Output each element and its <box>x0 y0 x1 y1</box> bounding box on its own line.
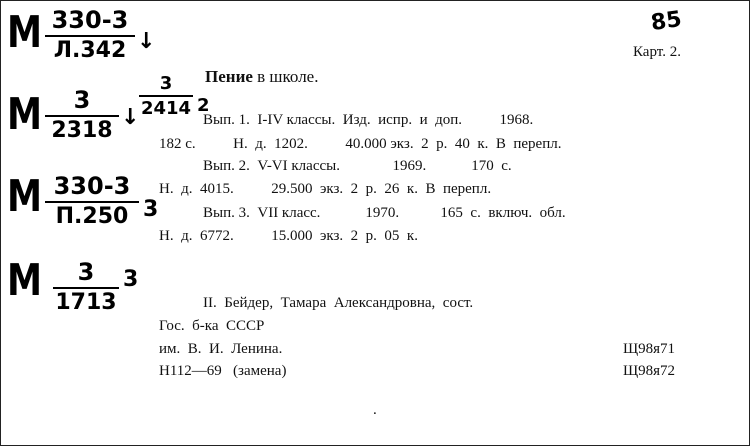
fraction-bar <box>45 35 135 37</box>
shelfmark-2-numerator: 3 <box>73 86 91 114</box>
shelfmark-2-denominator: 2318 <box>51 118 113 143</box>
shelfmark-4-numerator: 3 <box>77 258 95 286</box>
body-line-4: Н. д. 4015. 29.500 экз. 2 р. 26 к. В перепл. <box>159 181 492 197</box>
order-line: Н112—69 (замена) <box>159 363 287 379</box>
shelfmark-1-mark: ↓ <box>137 29 156 54</box>
library-line-1: Гос. б-ка СССР <box>159 318 265 334</box>
shelfmark-2-mark: ↓ <box>121 105 140 130</box>
fraction-bar <box>139 95 193 97</box>
bottom-dot: . <box>373 402 377 418</box>
shelfmark-1-letter: М <box>7 7 43 58</box>
classification-code-2: Щ98я72 <box>623 363 676 379</box>
body-line-6: Н. д. 6772. 15.000 экз. 2 р. 05 к. <box>159 228 418 244</box>
title <box>205 67 318 87</box>
extra-mark-denominator: 2414 <box>140 98 192 119</box>
shelfmark-3-fraction <box>45 173 139 229</box>
extra-mark-mark: 2 <box>197 95 210 116</box>
title-rest: в школе. <box>252 67 319 86</box>
shelfmark-1-fraction <box>45 7 135 63</box>
body-line-2: 182 с. Н. д. 1202. 40.000 экз. 2 р. 40 к. В перепл. <box>159 136 562 152</box>
body-line-1: Вып. 1. I-IV классы. Изд. испр. и доп. 1968. <box>203 112 534 128</box>
shelfmark-3-numerator: 330-3 <box>53 172 131 200</box>
shelfmark-2-fraction <box>45 87 119 143</box>
library-line-2: им. В. И. Ленина. <box>159 341 283 357</box>
body-line-3: Вып. 2. V-VI классы. 1969. 170 с. <box>203 158 512 174</box>
shelfmark-3-letter: М <box>7 171 43 222</box>
shelfmark-3-mark: 3 <box>143 197 159 222</box>
extra-mark-fraction <box>139 75 193 119</box>
fraction-bar <box>45 201 139 203</box>
author-line: II. Бейдер, Тамара Александровна, сост. <box>203 295 474 311</box>
title-bold: Пение <box>205 67 253 86</box>
fraction-bar <box>53 287 119 289</box>
fraction-bar <box>45 115 119 117</box>
shelfmark-2-letter: М <box>7 89 43 140</box>
shelfmark-4-fraction <box>53 259 119 315</box>
shelfmark-4-letter: М <box>7 255 43 306</box>
card-label: Карт. 2. <box>633 44 681 60</box>
classification-code-1: Щ98я71 <box>623 341 676 357</box>
shelfmark-3-denominator: П.250 <box>55 204 129 229</box>
shelfmark-4-mark: 3 <box>123 267 139 292</box>
corner-mark: 85 <box>649 6 684 37</box>
body-line-5: Вып. 3. VII класс. 1970. 165 с. включ. обл. <box>203 205 566 221</box>
shelfmark-4-denominator: 1713 <box>55 290 117 315</box>
extra-mark-numerator: 3 <box>159 73 173 94</box>
shelfmark-1-denominator: Л.342 <box>53 38 127 63</box>
shelfmark-1-numerator: 330-3 <box>51 6 129 34</box>
